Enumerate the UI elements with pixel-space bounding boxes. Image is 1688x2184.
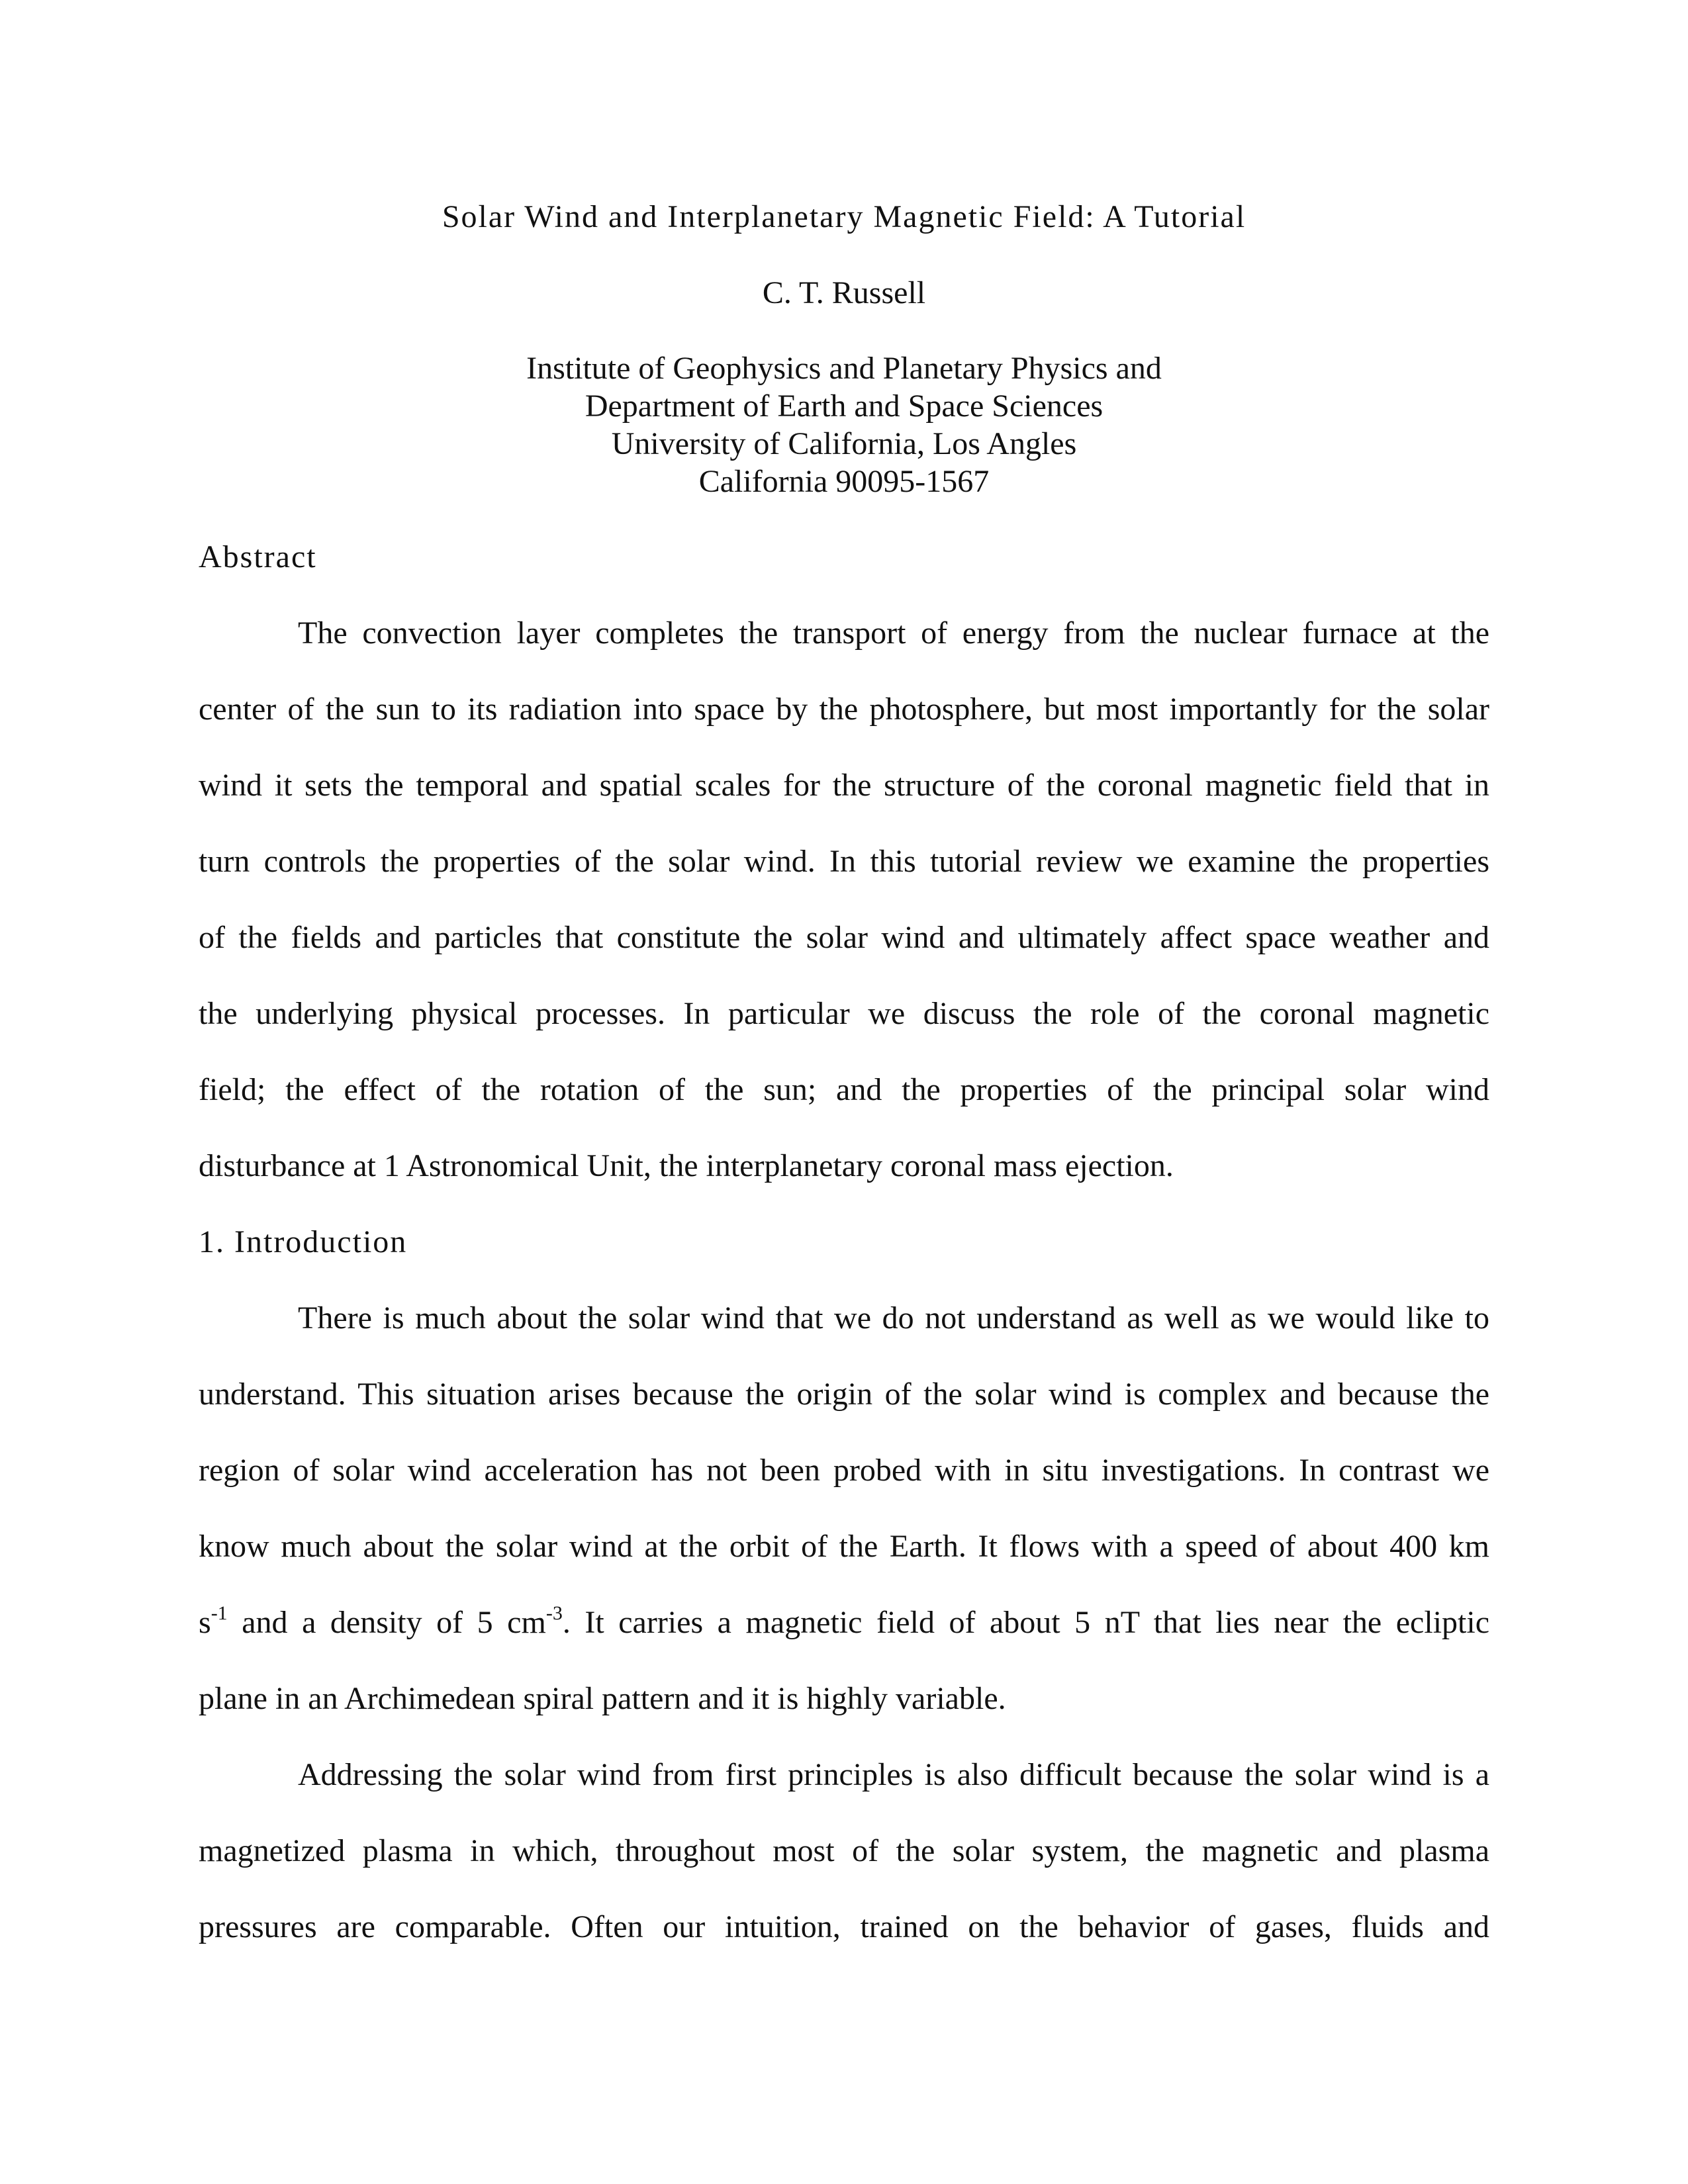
abstract-line: of the fields and particles that constitute the solar wind and ultimately affect space weather and bbox=[199, 920, 1489, 955]
density-text: and a density of 5 cm bbox=[227, 1605, 546, 1640]
paper-title: Solar Wind and Interplanetary Magnetic Field: A Tutorial bbox=[442, 199, 1246, 234]
abstract-line: The convection layer completes the transport of energy from the nuclear furnace at the bbox=[298, 615, 1489, 651]
intro-line: Addressing the solar wind from first principles is also difficult because the solar wind is a bbox=[298, 1757, 1489, 1792]
abstract-line: field; the effect of the rotation of the sun; and the properties of the principal solar wind bbox=[199, 1072, 1489, 1107]
abstract-line: center of the sun to its radiation into space by the photosphere, but most importantly for the solar bbox=[199, 692, 1489, 727]
magnetic-field-text: . It carries a magnetic field of about 5 nT that lies near the ecliptic bbox=[562, 1605, 1490, 1640]
abstract-line: the underlying physical processes. In particular we discuss the role of the coronal magnetic bbox=[199, 996, 1489, 1031]
intro-line: know much about the solar wind at the orbit of the Earth. It flows with a speed of about 400 km bbox=[199, 1529, 1489, 1564]
author-name: C. T. Russell bbox=[762, 275, 926, 310]
abstract-line: wind it sets the temporal and spatial scales for the structure of the coronal magnetic field that in bbox=[199, 768, 1489, 803]
affiliation-line: Department of Earth and Space Sciences bbox=[585, 388, 1103, 424]
affiliation-line: California 90095-1567 bbox=[698, 464, 990, 499]
affiliation-line: University of California, Los Angles bbox=[611, 426, 1077, 461]
intro-line: understand. This situation arises because the origin of the solar wind is complex and because the bbox=[199, 1377, 1489, 1412]
intro-line-with-superscripts bbox=[199, 1603, 1489, 1679]
introduction-body bbox=[199, 1298, 1489, 1983]
abstract-line: turn controls the properties of the solar wind. In this tutorial review we examine the properties bbox=[199, 844, 1489, 879]
introduction-heading: 1. Introduction bbox=[199, 1224, 408, 1259]
intro-line: pressures are comparable. Often our intuition, trained on the behavior of gases, fluids and bbox=[199, 1909, 1489, 1944]
unit-s: s bbox=[199, 1605, 211, 1640]
affiliation-block bbox=[0, 349, 1688, 500]
abstract-body bbox=[199, 614, 1489, 1222]
intro-line: region of solar wind acceleration has not been probed with in situ investigations. In contrast we bbox=[199, 1453, 1489, 1488]
intro-line: plane in an Archimedean spiral pattern and it is highly variable. bbox=[199, 1681, 1006, 1716]
affiliation-line: Institute of Geophysics and Planetary Physics and bbox=[526, 351, 1162, 386]
intro-line: There is much about the solar wind that we do not understand as well as we would like to bbox=[298, 1300, 1489, 1336]
abstract-line: disturbance at 1 Astronomical Unit, the interplanetary coronal mass ejection. bbox=[199, 1148, 1174, 1183]
superscript-s: -1 bbox=[211, 1602, 228, 1624]
superscript-cm: -3 bbox=[545, 1602, 563, 1624]
intro-line: magnetized plasma in which, throughout most of the solar system, the magnetic and plasma bbox=[199, 1833, 1489, 1868]
abstract-heading: Abstract bbox=[199, 539, 317, 574]
